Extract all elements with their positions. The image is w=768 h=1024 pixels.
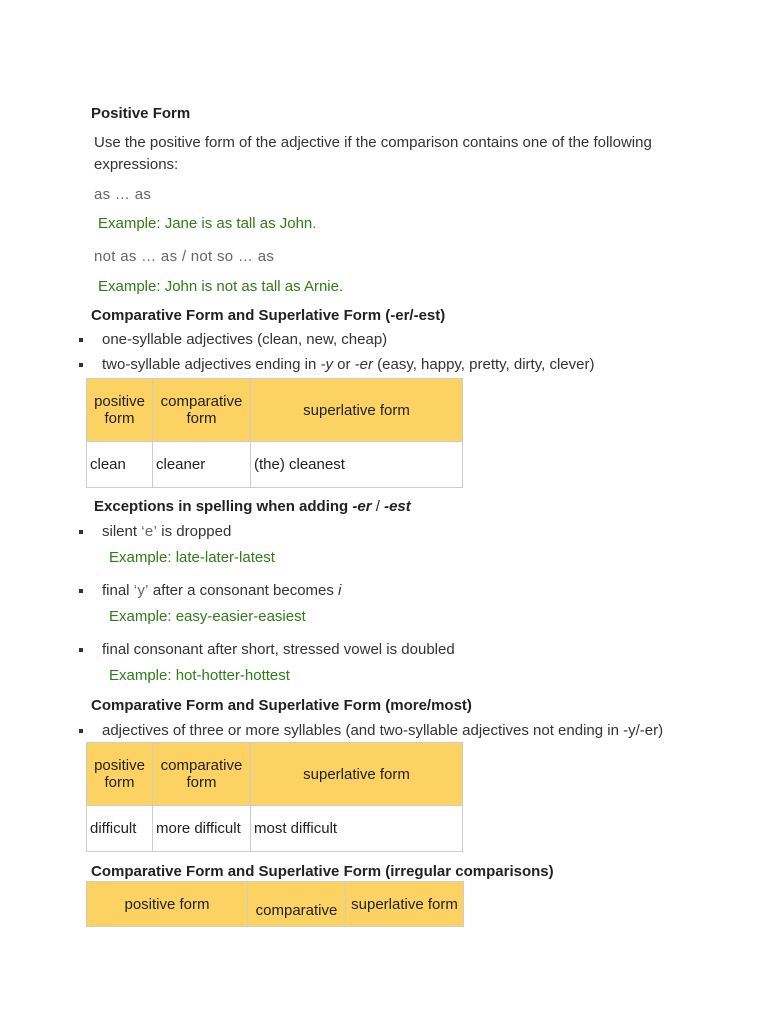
bullet-icon (79, 338, 83, 342)
bullet-text: two-syllable adjectives ending in (102, 356, 321, 373)
letter-i: i (338, 582, 342, 599)
expression-not-as-as (94, 248, 274, 266)
ellipsis: … (141, 248, 157, 265)
table-header-cell: comparative (248, 882, 346, 927)
table-header-cell: comparative form (153, 743, 251, 806)
irregular-heading: Comparative Form and Superlative Form (irregular comparisons) (91, 863, 554, 880)
er-est-bullet-2 (102, 356, 594, 374)
table-cell: more difficult (153, 806, 251, 852)
er-est-heading: Comparative Form and Superlative Form (-er/-est) (91, 307, 446, 324)
positive-example-2: Example: John is not as tall as Arnie. (98, 278, 344, 295)
expr-word: as (94, 186, 111, 203)
expr-word: as (134, 186, 152, 203)
table-header-cell: superlative form (346, 882, 464, 927)
positive-form-heading: Positive Form (91, 105, 191, 122)
more-most-heading: Comparative Form and Superlative Form (more/most) (91, 697, 472, 714)
suffix-y: -y (320, 356, 333, 373)
expr-word: as (257, 248, 275, 265)
bullet-icon (79, 363, 83, 367)
item-text: final (102, 582, 134, 599)
table-cell: clean (87, 442, 153, 488)
er-est-bullet-1: one-syllable adjectives (clean, new, cheap) (102, 331, 388, 348)
bullet-icon (79, 648, 83, 652)
item-text: is dropped (157, 523, 232, 540)
expr-word: not as (94, 248, 137, 265)
more-most-bullet-1: adjectives of three or more syllables (and two-syllable adjectives not ending in -y/-er) (102, 722, 664, 739)
bullet-icon (79, 589, 83, 593)
exception-example-1: Example: late-later-latest (109, 549, 275, 566)
bullet-icon (79, 530, 83, 534)
ellipsis: … (114, 186, 131, 203)
item-text: after a consonant becomes (148, 582, 339, 599)
quoted-letter: ‘e’ (141, 523, 158, 540)
positive-example-1: Example: Jane is as tall as John. (98, 215, 317, 232)
bullet-icon (79, 729, 83, 733)
suffix-er: -er (352, 498, 372, 515)
table-cell: most difficult (251, 806, 463, 852)
heading-text: Exceptions in spelling when adding (94, 498, 353, 515)
expr-word: as / not so (160, 248, 234, 265)
bullet-text: (easy, happy, pretty, dirty, clever) (372, 356, 595, 373)
slash: / (371, 498, 385, 515)
exception-example-2: Example: easy-easier-easiest (109, 608, 306, 625)
positive-intro-line-1: Use the positive form of the adjective if the comparison contains one of the following (94, 134, 652, 151)
table-cell: cleaner (153, 442, 251, 488)
er-est-table (86, 378, 463, 488)
table-cell: (the) cleanest (251, 442, 463, 488)
suffix-er: -er (354, 356, 373, 373)
suffix-est: -est (384, 498, 411, 515)
table-header-cell: superlative form (251, 379, 463, 442)
table-header-cell: positive form (87, 743, 153, 806)
table-cell: difficult (87, 806, 153, 852)
item-text: silent (102, 523, 142, 540)
quoted-letter: ‘y’ (133, 582, 149, 599)
exception-example-3: Example: hot-hotter-hottest (109, 667, 290, 684)
exception-item-3: final consonant after short, stressed vowel is doubled (102, 641, 455, 658)
ellipsis: … (237, 248, 254, 265)
exception-item-2 (102, 582, 341, 600)
bullet-text: or (332, 356, 355, 373)
exceptions-heading (94, 498, 411, 516)
table-header-cell: comparative form (153, 379, 251, 442)
irregular-table (86, 881, 464, 927)
exception-item-1 (102, 523, 231, 541)
expression-as-as (94, 186, 151, 204)
table-header-cell: superlative form (251, 743, 463, 806)
table-header-cell: positive form (87, 379, 153, 442)
positive-intro-line-2: expressions: (94, 156, 179, 173)
table-header-cell: positive form (87, 882, 248, 927)
more-most-table (86, 742, 463, 852)
